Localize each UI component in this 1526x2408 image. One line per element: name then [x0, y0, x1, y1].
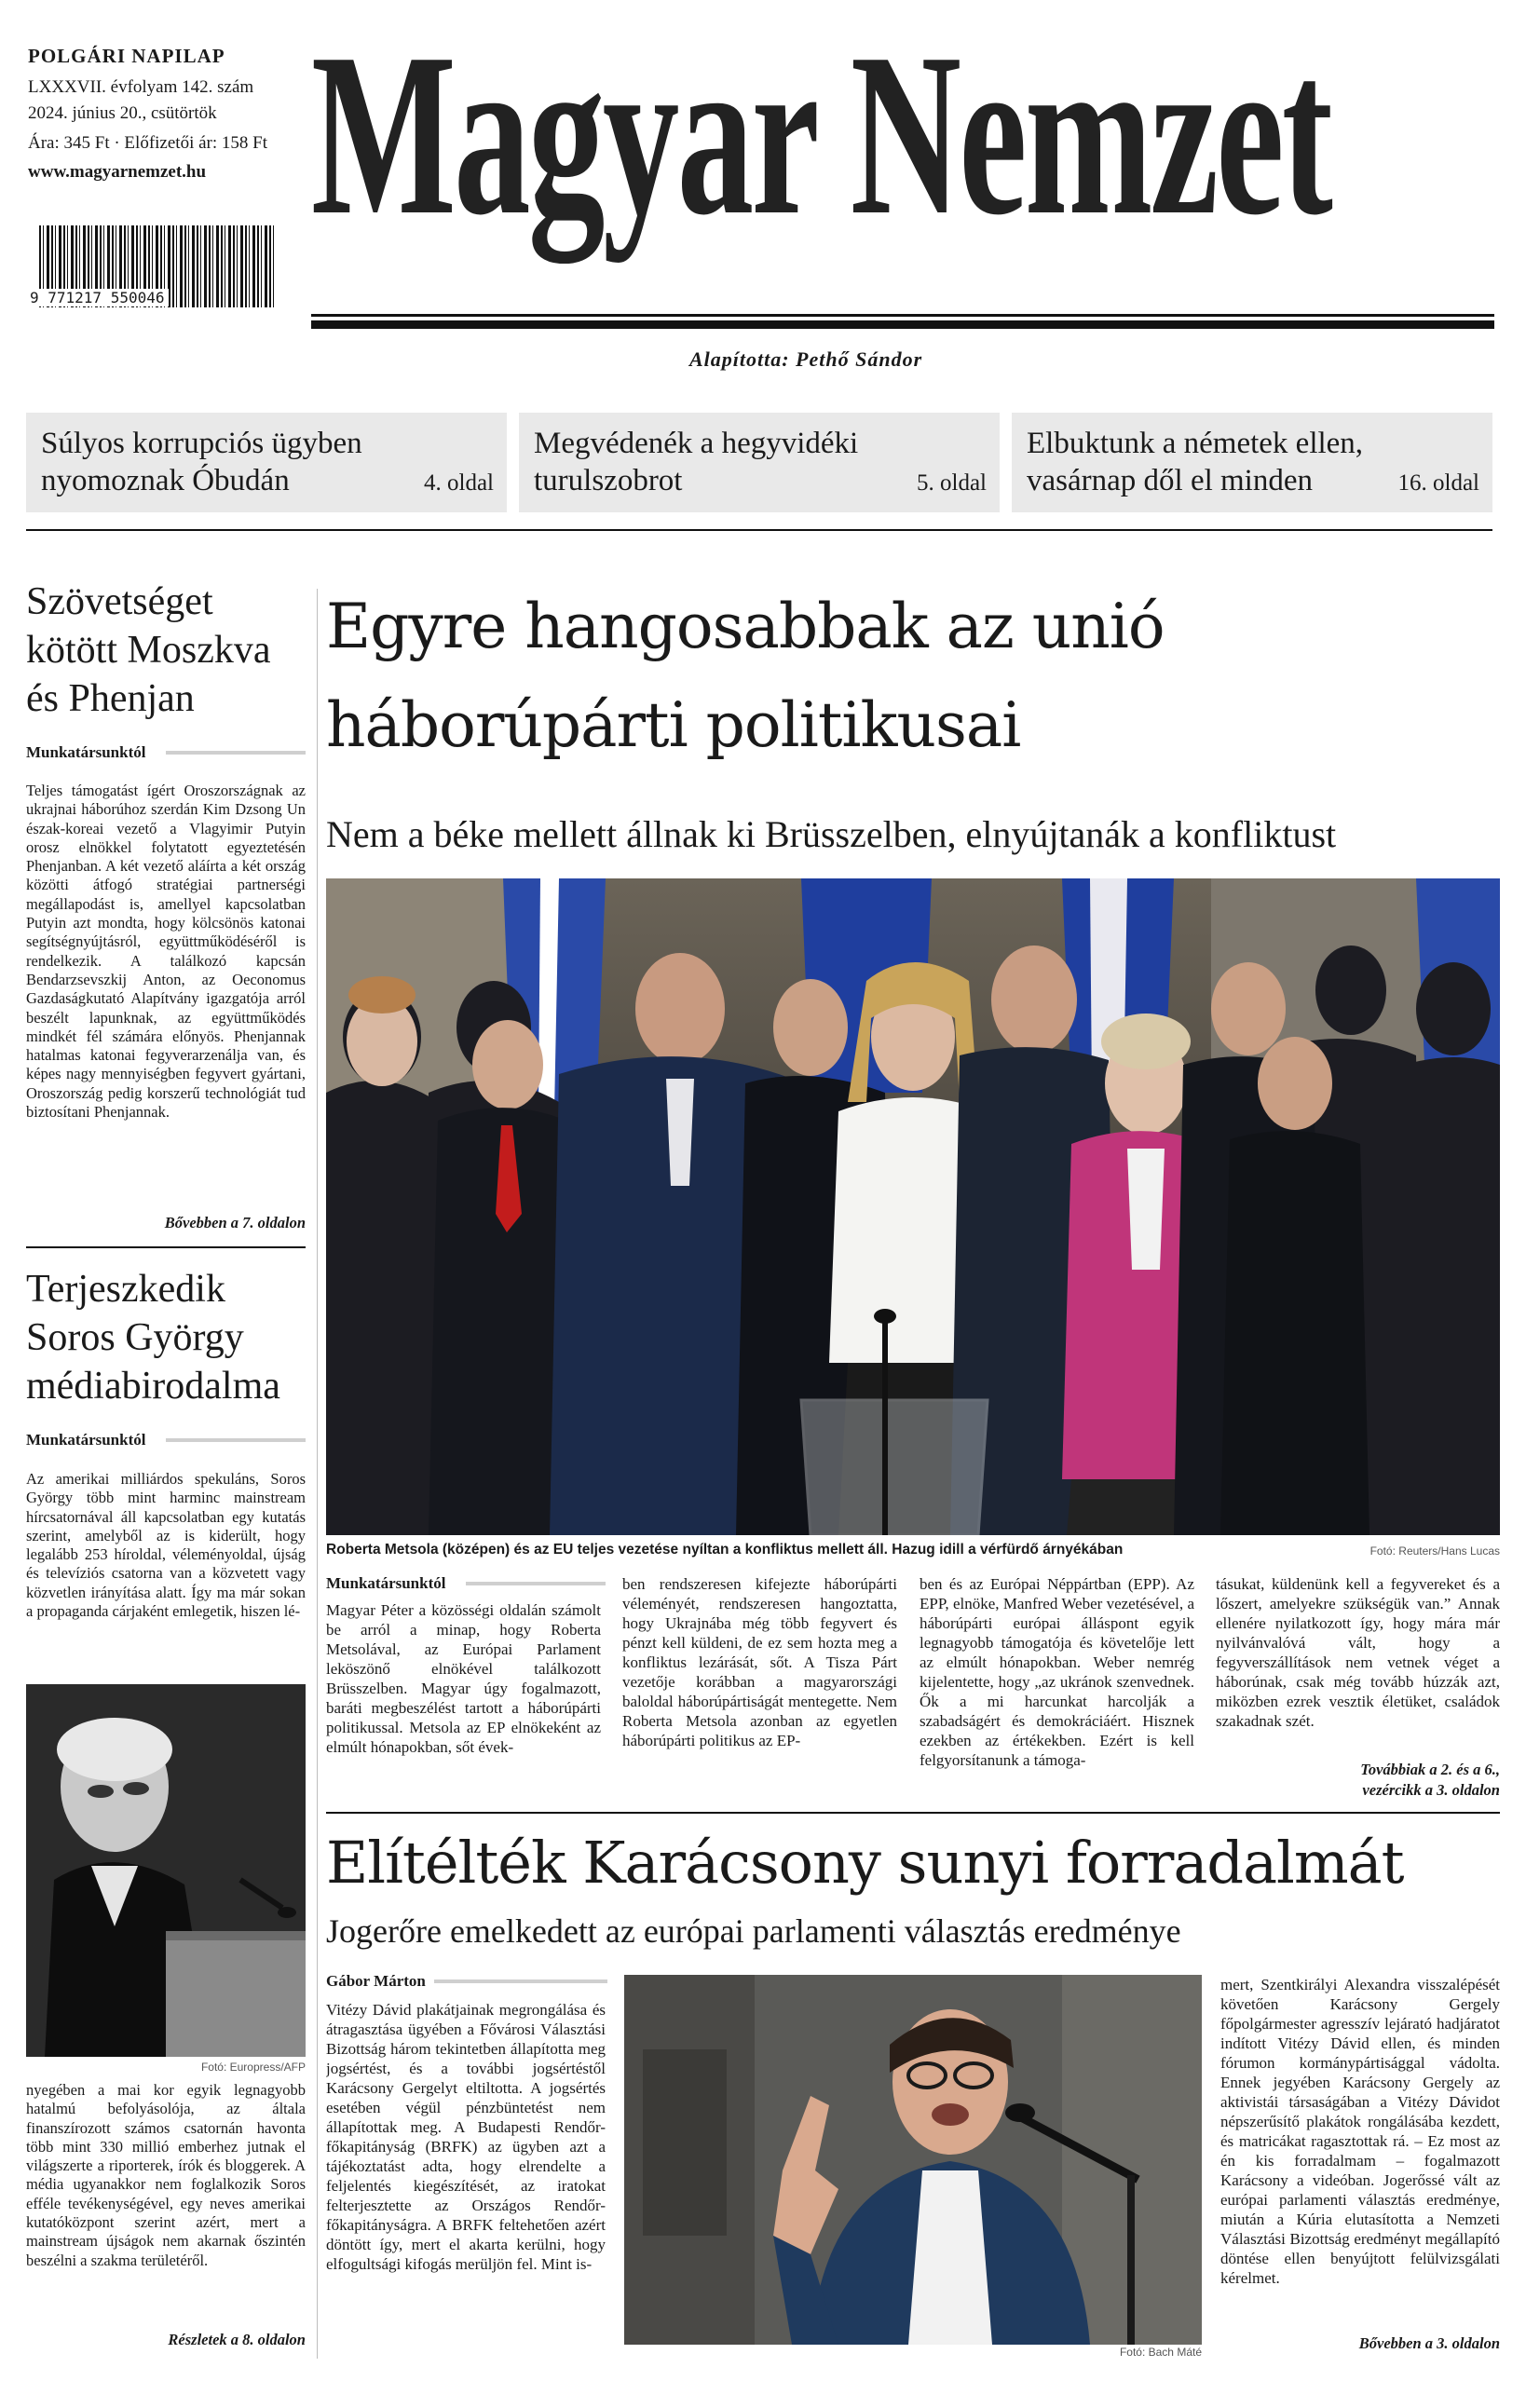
lead-headline-line2[interactable]: háborúpárti politikusai	[326, 689, 1021, 761]
lead-column-3: ben és az Európai Néppártban (EPP). Az EPP, elnöke, Manfred Weber vezetésével, a háborúpárti európai álláspont egyik legnagyobb támogatója és követelője lett az elmúlt hónapokban. Weber nemrég kijelentette, hogy „az ukránok szenvednek. Ők a mi harcunkat harcolják a szabadságért és demokráciáért. Hisznek ezekben az értékekben. Ezért is kell felgyorsítanunk a támoga-	[920, 1575, 1194, 1769]
website-url[interactable]: www.magyarnemzet.hu	[28, 162, 207, 182]
teaser-title: Súlyos korrupciós ügyben nyomoznak Óbudán	[41, 427, 362, 497]
lead-column-4: tásukat, küldenünk kell a fegyvereket és a lőszert, amelyekre szükségük van.” Annak ellenére nyilatkozott így, hogy mára már nyilvánvalóvá vált, hogy a fegyverszállítások nem vetnek véget a háborúnak, csak még tovább húzzák azt, miközben ezrek vesztik életüket, családok szakadnak szét.	[1216, 1575, 1500, 1730]
second-photo	[624, 1975, 1202, 2345]
teaser-title: Megvédenék a hegyvidéki turulszobrot	[534, 427, 859, 497]
lead-column-2: ben rendszeresen kifejezte háborúpárti véleményét, rendszeresen hangoztatta, hogy Ukrajnába még több fegyvert és pénzt kell küldeni, de ez sem hozta meg a konfliktus lezárását, sőt. A Tisza Párt vezetője korábban a magyarországi baloldal háborúpártiságát mentegette. Nem Roberta Metsola azonban az egyetlen háborúpárti politikus az EP-	[622, 1575, 897, 1749]
photo-credit: Fotó: Reuters/Hans Lucas	[1369, 1544, 1500, 1558]
byline-rule	[434, 1979, 607, 1983]
byline: Munkatársunktól	[26, 1431, 146, 1449]
teaser-page: 16. oldal	[1397, 470, 1479, 496]
byline-rule	[166, 1438, 306, 1442]
masthead-rule-thick	[311, 320, 1494, 329]
lead-photo	[326, 878, 1500, 1535]
byline: Munkatársunktól	[26, 743, 146, 761]
photo-credit: Fotó: Bach Máté	[1119, 2346, 1202, 2359]
teaser-box-2[interactable]	[519, 413, 1000, 512]
byline-rule	[166, 751, 306, 755]
sidebar-headline-2[interactable]: Terjeszkedik Soros György médiabirodalma	[26, 1268, 280, 1408]
second-subheadline: Jogerőre emelkedett az európai parlamenti választás eredménye	[326, 1912, 1181, 1950]
sidebar-body-1: Teljes támogatást ígért Oroszországnak az ukrajnai háborúhoz szerdán Kim Dzsong Un észak-koreai vezető a Vlagyimir Putyin orosz elnökkel folytatott egyeztetésén Phenjanban. A két vezető aláírta a két ország közötti átfogó stratégiai partnerségi megállapodást is, amellyel kapcsolatban Putyin azt mondta, hogy kölcsönös katonai segítségnyújtásról, együttműködéséről is rendelkezik. A találkozó kapcsán Bendarzsevszkij Anton, az Oeconomus Gazdaságkutató Alapítvány igazgatója arról beszélt lapunknak, az együttműködés mindkét fél számára előnyös. Phenjannak hatalmas katonai fegyverarzenálja van, és képes nagy mennyiségben fegyvert gyártani, Oroszország pedig korszerű technológiát tud biztosítani Phenjannak.	[26, 782, 306, 1122]
second-headline[interactable]: Elítélték Karácsony sunyi forradalmát	[326, 1829, 1404, 1897]
teaser-title: Elbuktunk a németek ellen, vasárnap dől el minden	[1027, 427, 1364, 497]
teaser-box-3[interactable]	[1012, 413, 1492, 512]
continue-link[interactable]: Továbbiak a 2. és a 6.,	[1360, 1761, 1500, 1778]
second-photo-illustration	[624, 1975, 1202, 2345]
price-info: Ára: 345 Ft · Előfizetői ár: 158 Ft	[28, 133, 267, 153]
lead-photo-caption: Roberta Metsola (középen) és az EU teljes vezetése nyíltan a konfliktus mellett áll. Hazug idill a vérfürdő árnyékában	[326, 1542, 1124, 1558]
issue-date: 2024. június 20., csütörtök	[28, 103, 217, 123]
sidebar-rule	[26, 1246, 306, 1248]
lead-photo-illustration	[326, 878, 1500, 1535]
section-rule	[26, 529, 1492, 531]
portrait-illustration	[26, 1684, 306, 2057]
lead-headline-line1[interactable]: Egyre hangosabbak az unió	[326, 591, 1165, 662]
paper-kicker: POLGÁRI NAPILAP	[28, 45, 225, 67]
continue-link-2[interactable]: vezércikk a 3. oldalon	[1362, 1781, 1500, 1799]
continue-link[interactable]: Bővebben a 3. oldalon	[1358, 2334, 1500, 2352]
masthead-rule	[311, 314, 1494, 317]
second-left-column: Vitézy Dávid plakátjainak megrongálása és átragasztása ügyében a Fővárosi Választási Bizottság három tekintetben állapította meg jogsértést, és a további jogsértéstől Karácsony Gergelyt eltiltotta. A jogsértés esetében végül pénzbüntetést nem állapítottak meg. A Budapesti Rendőr-főkapitányság (BRFK) az ügyben azt a tájékoztatást adta, hogy elrendelte a feljelentés kiegészítését, az iratokat felterjesztette az Országos Rendőr-főkapitányságra. A BRFK feltehetően azért döntött így, mert el akarta kerülni, hogy elfogultsági kifogás merüljön fel. Mint is-	[326, 2001, 606, 2273]
sidebar-body-2b: nyegében a mai kor egyik legnagyobb hatalmú befolyásolója, az általa finanszírozott számos csatornán havonta több mint 330 millió emberhez jutnak el világszerte a riporterek, írók és bloggerek. A média ugyanakkor nem foglalkozik Soros efféle tevékenységével, egy neves amerikai kutatóközpont szerint azért, mert a mainstream újságok nem akarnak őszintén beszélni a szakma területéről.	[26, 2081, 306, 2269]
teaser-page: 4. oldal	[424, 470, 494, 496]
continue-link[interactable]: Részletek a 8. oldalon	[168, 2331, 306, 2348]
continue-link[interactable]: Bővebben a 7. oldalon	[164, 1214, 306, 1231]
teaser-page: 5. oldal	[917, 470, 987, 496]
sidebar-headline-1[interactable]: Szövetséget kötött Moszkva és Phenjan	[26, 580, 271, 720]
byline: Munkatársunktól	[326, 1574, 446, 1592]
founder-line: Alapította: Pethő Sándor	[689, 347, 923, 371]
byline-rule	[466, 1582, 606, 1585]
sidebar-body-2a: Az amerikai milliárdos spekuláns, Soros György több mint harminc mainstream hírcsatornával áll kapcsolatban egy kutatás szerint, amelyből az is kiderült, hogy legalább 253 híroldal, véleményoldal, újság és televíziós csatorna van a közvetett vagy közvetlen irányítása alatt. Így ma már sokan a propaganda cárjaként emlegetik, hiszen lé-	[26, 1470, 306, 1621]
volume-info: LXXXVII. évfolyam 142. szám	[28, 77, 254, 97]
barcode-number: 9 771217 550046	[26, 289, 169, 306]
byline: Gábor Márton	[326, 1972, 426, 1990]
newspaper-logo[interactable]: Magyar Nemzet	[311, 6, 1331, 264]
portrait-photo	[26, 1684, 306, 2057]
teaser-box-1[interactable]	[26, 413, 507, 512]
column-divider	[317, 589, 318, 2359]
lead-column-1: Magyar Péter a közösségi oldalán számolt be arról a minap, hogy Roberta Metsolával, az Európai Parlament leköszönő elnökével találkozott Brüsszelben. Magyar úgy fogalmazott, baráti megbeszélést tartott a háborúpárti politikussal. Metsola az EP elnökeként az elmúlt hónapokban, sőt évek-	[326, 1601, 601, 1756]
lead-subheadline: Nem a béke mellett állnak ki Brüsszelben, elnyújtanák a konfliktust	[326, 813, 1337, 855]
section-rule	[326, 1812, 1500, 1814]
photo-credit: Fotó: Europress/AFP	[200, 2061, 306, 2074]
second-right-column: mert, Szentkirályi Alexandra visszalépését követően Karácsony Gergely főpolgármester agresszív lejárató hadjáratot indított Vitézy Dávid ellen, és minden fórumon kormánypártisággal vádolta. Ennek jegyében Karácsony Gergely az aktivistái társaságában a Vitézy Dávidot népszerűsítő plakátok rongálásába kezdett, és matricákat ragasztottak rá. – Ez most az én kis forradalmam – fogalmazott Karácsony a videóban. Jogerőssé vált az európai parlamenti választás eredménye, miután a Kúria elutasította a Nemzeti Választási Bizottság eredményt megállapító döntése ellen benyújtott felülvizsgálati kérelmet.	[1220, 1976, 1500, 2287]
